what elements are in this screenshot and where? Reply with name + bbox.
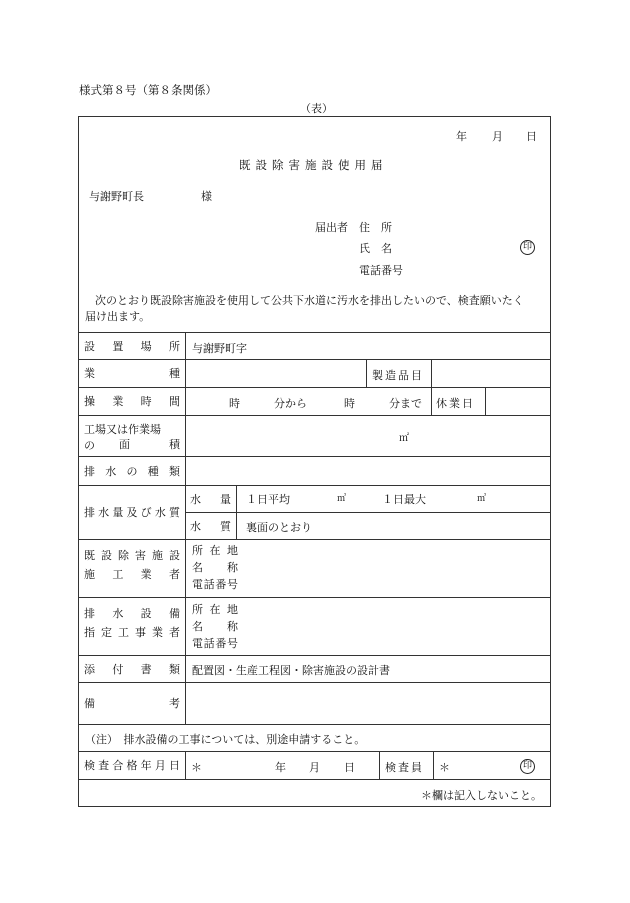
daily-max-label: １日最大 (382, 493, 426, 506)
inspection-month-label: 月 (309, 761, 320, 774)
form-number: 様式第８号（第８条関係） (79, 83, 217, 97)
hours-hour-to: 時 (344, 397, 355, 410)
inspection-asterisk: ＊ (191, 761, 202, 774)
honorific: 様 (201, 190, 212, 203)
industry-label: 業種 (84, 367, 180, 380)
remarks-label: 備考 (84, 697, 180, 710)
name-label: 氏 名 (359, 242, 392, 255)
date-day-label: 日 (526, 130, 537, 143)
inspection-day-label: 日 (344, 761, 355, 774)
volume-quality-label: 排水量及び水質 (84, 506, 180, 519)
inspection-date-label: 検査合格年月日 (84, 759, 180, 772)
contractor-phone-label: 電話番号 (192, 578, 238, 591)
attach-value: 配置図・生産工程図・除害施設の設計書 (192, 664, 390, 677)
contractor-address-label: 所在地 (192, 544, 238, 557)
inspection-year-label: 年 (275, 761, 286, 774)
date-year-label: 年 (456, 130, 467, 143)
daily-average-unit: ㎥ (337, 494, 347, 504)
form-title: 既設除害施設使用届 (239, 158, 388, 172)
inspector-label: 検査員 (385, 761, 424, 774)
contractor-label-line-2: 施工業者 (84, 568, 180, 581)
area-unit: ㎡ (399, 433, 409, 444)
contractor-name-label: 名称 (192, 561, 238, 574)
volume-label: 水量 (190, 492, 231, 506)
addressee: 与謝野町長 (89, 190, 144, 203)
inspector-asterisk: ＊ (439, 761, 450, 774)
daily-average-label: １日平均 (246, 493, 290, 506)
address-label: 住 所 (359, 221, 392, 234)
application-form (78, 116, 551, 807)
statement-line-1: 次のとおり既設除害施設を使用して公共下水道に汚水を排出したいので、検査願いたく (95, 294, 524, 307)
side-label: （表） (300, 102, 333, 115)
designated-address-label: 所在地 (192, 603, 238, 616)
quality-value: 裏面のとおり (246, 521, 312, 534)
quality-label: 水質 (190, 519, 231, 533)
contractor-label-line-1: 既設除害施設 (84, 549, 180, 562)
area-label-line-2b: 面積 (119, 438, 180, 451)
location-value: 与謝野町字 (192, 342, 247, 355)
footer-note: ＊欄は記入しないこと。 (421, 789, 542, 802)
designated-phone-label: 電話番号 (192, 637, 238, 650)
designated-label-line-1: 排水設備 (84, 607, 180, 620)
hours-label: 操業時間 (84, 395, 180, 408)
seal-mark: 印 (520, 240, 535, 255)
designated-label-line-2: 指定工事業者 (84, 626, 180, 639)
applicant-label: 届出者 (315, 221, 348, 234)
date-month-label: 月 (492, 130, 503, 143)
hours-hour-from: 時 (229, 397, 240, 410)
phone-label: 電話番号 (359, 264, 403, 277)
designated-name-label: 名称 (192, 620, 238, 633)
drain-type-label: 排水の種類 (84, 464, 180, 478)
hours-minute-to: 分まで (389, 397, 422, 410)
daily-max-unit: ㎥ (477, 494, 487, 504)
statement-line-2: 届け出ます。 (85, 310, 151, 323)
product-label: 製造品目 (372, 369, 424, 382)
hours-minute-from: 分から (274, 397, 307, 410)
area-label-line-1: 工場又は作業場 (84, 423, 161, 436)
area-label-line-2a: の (84, 439, 95, 452)
location-label: 設置場所 (84, 339, 180, 353)
holiday-label: 休業日 (436, 397, 475, 410)
inspector-seal-mark: 印 (520, 759, 535, 774)
note: （注） 排水設備の工事については、別途申請すること。 (85, 733, 366, 746)
attach-label: 添付書類 (84, 662, 180, 676)
